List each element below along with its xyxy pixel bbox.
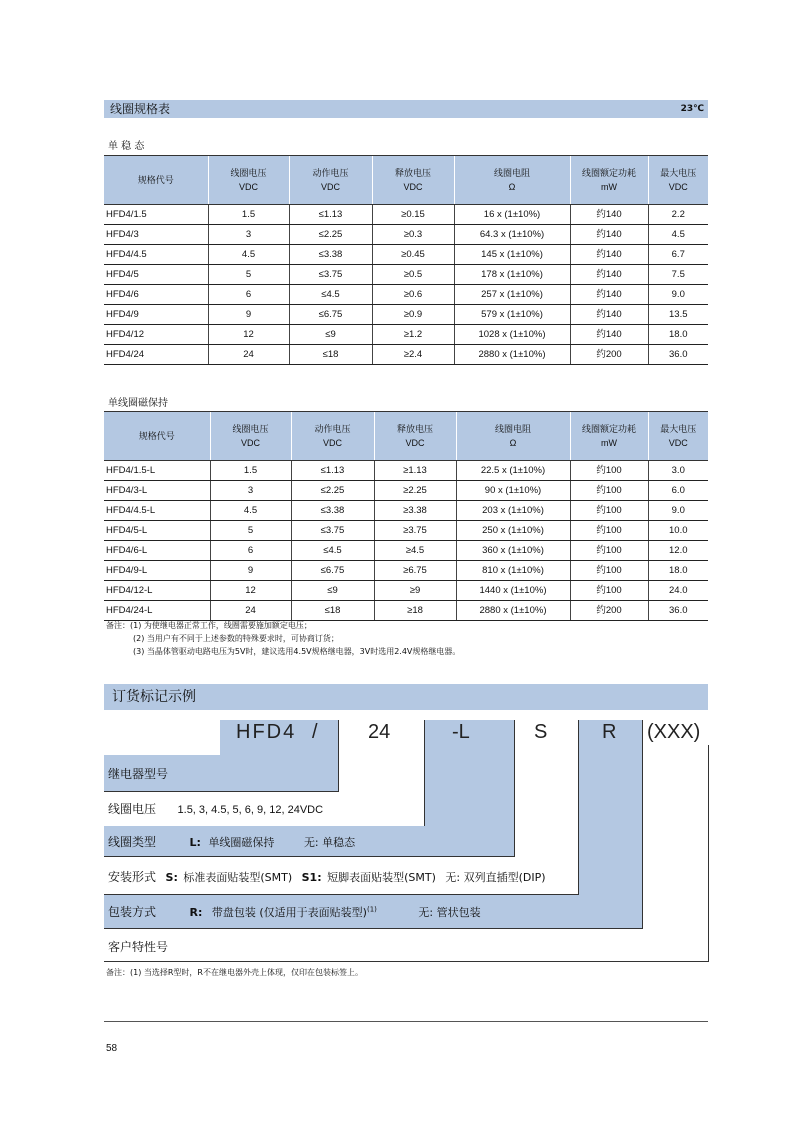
table-cell: 24.0 (648, 581, 708, 601)
column-header (454, 156, 570, 205)
mount-s-code: S: (165, 871, 178, 884)
divider-line (104, 791, 339, 792)
table-cell: 145 x (1±10%) (454, 245, 570, 265)
table-cell: HFD4/5 (104, 265, 208, 285)
table-header-row (104, 412, 708, 461)
table-cell: HFD4/12 (104, 325, 208, 345)
table-row (104, 325, 708, 345)
coil-type-l-desc: 单线圈磁保持 (208, 836, 275, 849)
table-cell: 1440 x (1±10%) (456, 581, 570, 601)
table-cell: 约140 (570, 285, 648, 305)
table-cell: 3.0 (648, 461, 708, 481)
order-section-title: 订货标记示例 (112, 689, 196, 705)
code-model: HFD4 (236, 721, 297, 743)
table-cell: HFD4/24 (104, 345, 208, 365)
column-header-line1: 规格代号 (138, 431, 175, 441)
mount-s1-code: S1: (301, 871, 322, 884)
mount-s1-desc: 短脚表面贴装型(SMT) (327, 871, 436, 884)
coil-spec-title: 线圈规格表 (110, 102, 171, 116)
table-row (104, 461, 708, 481)
column-header-line1: 线圈电压 (232, 424, 269, 434)
mount-row (108, 868, 546, 885)
pack-row (108, 903, 481, 920)
table-cell: 90 x (1±10%) (456, 481, 570, 501)
column-header-line1: 线圈电压 (230, 168, 267, 178)
divider-line (104, 894, 579, 895)
column-header-unit: VDC (668, 182, 688, 192)
column-header-line1: 动作电压 (314, 424, 351, 434)
note-2: (2) 当用户有不同于上述参数的特殊要求时，可协商订货； (133, 634, 339, 643)
table-cell: 18.0 (648, 325, 708, 345)
table-row (104, 345, 708, 365)
table-cell: ≤2.25 (291, 481, 374, 501)
column-header (570, 412, 648, 461)
column-header-line1: 线圈额定功耗 (581, 168, 636, 178)
table-cell: ≥4.5 (374, 541, 456, 561)
table-cell: 257 x (1±10%) (454, 285, 570, 305)
table-cell: 约100 (570, 501, 648, 521)
code-bg-pack (578, 720, 642, 894)
column-header-unit: VDC (405, 438, 425, 448)
table-cell: ≥3.75 (374, 521, 456, 541)
table-cell: 约140 (570, 205, 648, 225)
table-cell: 约140 (570, 265, 648, 285)
table-cell: 16 x (1±10%) (454, 205, 570, 225)
table-cell: ≥0.6 (372, 285, 454, 305)
code-mount: S (534, 721, 548, 743)
column-header-unit: VDC (240, 438, 260, 448)
table-cell: 36.0 (648, 601, 708, 621)
table-cell: ≤4.5 (291, 541, 374, 561)
column-header-line1: 最大电压 (660, 168, 697, 178)
table-cell: ≥0.45 (372, 245, 454, 265)
coil-type-row (108, 833, 355, 850)
table-row (104, 265, 708, 285)
divider-line (338, 720, 339, 791)
table-cell: 4.5 (208, 245, 289, 265)
column-header (374, 412, 456, 461)
table-cell: 9 (208, 305, 289, 325)
table-cell: ≤18 (291, 601, 374, 621)
table-cell: 约200 (570, 345, 648, 365)
latching-table (104, 411, 708, 621)
table-cell: ≥0.5 (372, 265, 454, 285)
table-cell: ≥1.13 (374, 461, 456, 481)
table1-subtitle: 单 稳 态 (108, 141, 145, 152)
table-cell: 6 (210, 541, 291, 561)
column-header-unit: mW (601, 182, 617, 192)
pack-r-code: R: (189, 906, 203, 919)
table-cell: ≤3.38 (291, 501, 374, 521)
note-3: (3) 当晶体管驱动电路电压为5V时，建议选用4.5V规格继电器，3V时选用2.4V规格继电器。 (133, 647, 461, 656)
table-cell: HFD4/24-L (104, 601, 210, 621)
coil-type-l-code: L: (189, 836, 201, 849)
table-cell: 约100 (570, 521, 648, 541)
table-cell: 约140 (570, 225, 648, 245)
table-cell: HFD4/1.5 (104, 205, 208, 225)
custom-label: 客户特性号 (108, 940, 169, 954)
table-cell: 9 (210, 561, 291, 581)
order-note: 备注：(1) 当选择R型时，R不在继电器外壳上体现，仅印在包装标签上。 (106, 968, 363, 977)
table-cell: HFD4/1.5-L (104, 461, 210, 481)
table-cell: 6.7 (648, 245, 708, 265)
table-cell: 2.2 (648, 205, 708, 225)
table-cell: HFD4/6-L (104, 541, 210, 561)
coil-spec-section-bar (104, 100, 708, 118)
column-header (372, 156, 454, 205)
table-row (104, 601, 708, 621)
table-cell: 22.5 x (1±10%) (456, 461, 570, 481)
table-cell: 810 x (1±10%) (456, 561, 570, 581)
table-cell: HFD4/5-L (104, 521, 210, 541)
table-cell: 12.0 (648, 541, 708, 561)
divider-line (104, 856, 515, 857)
table-row (104, 205, 708, 225)
divider-line (104, 961, 709, 962)
column-header-unit: VDC (238, 182, 258, 192)
column-header-unit: Ω (508, 182, 516, 192)
table-cell: HFD4/12-L (104, 581, 210, 601)
column-header-line1: 规格代号 (137, 175, 174, 185)
table-cell: 7.5 (648, 265, 708, 285)
table-cell: 12 (210, 581, 291, 601)
code-type: -L (452, 721, 470, 743)
table-cell: HFD4/3 (104, 225, 208, 245)
table-row (104, 481, 708, 501)
column-header-unit: mW (601, 438, 617, 448)
table-cell: ≤18 (289, 345, 372, 365)
column-header (208, 156, 289, 205)
column-header (291, 412, 374, 461)
pack-r-footnote: (1) (366, 905, 377, 914)
table-cell: 2880 x (1±10%) (454, 345, 570, 365)
column-header-line1: 线圈电阻 (494, 424, 531, 434)
table-cell: 360 x (1±10%) (456, 541, 570, 561)
table-cell: 36.0 (648, 345, 708, 365)
column-header (648, 412, 708, 461)
table-cell: 178 x (1±10%) (454, 265, 570, 285)
table-cell: 12 (208, 325, 289, 345)
column-header-unit: VDC (403, 182, 423, 192)
column-header (104, 156, 208, 205)
mount-s-desc: 标准表面贴装型(SMT) (183, 871, 293, 884)
table-cell: ≥6.75 (374, 561, 456, 581)
pack-label: 包装方式 (108, 905, 157, 919)
column-header-unit: VDC (320, 182, 340, 192)
table-row (104, 541, 708, 561)
table-cell: 约100 (570, 461, 648, 481)
table-cell: 5 (210, 521, 291, 541)
table-cell: 约140 (570, 305, 648, 325)
table-cell: ≥3.38 (374, 501, 456, 521)
table-cell: HFD4/4.5 (104, 245, 208, 265)
table-row (104, 285, 708, 305)
table-cell: 10.0 (648, 521, 708, 541)
column-header-unit: Ω (509, 438, 517, 448)
column-header-line1: 释放电压 (394, 168, 431, 178)
divider-line (578, 720, 579, 894)
order-section-bar (104, 684, 708, 710)
table-cell: 579 x (1±10%) (454, 305, 570, 325)
column-header (648, 156, 708, 205)
table-cell: ≤3.75 (289, 265, 372, 285)
table-cell: 9.0 (648, 501, 708, 521)
table-cell: HFD4/3-L (104, 481, 210, 501)
table-cell: 约140 (570, 245, 648, 265)
table-cell: 约100 (570, 541, 648, 561)
coil-voltage-row (108, 800, 323, 817)
table-cell: 4.5 (210, 501, 291, 521)
divider-line (642, 720, 643, 928)
column-header (210, 412, 291, 461)
table-header-row (104, 156, 708, 205)
pack-none: 无: 管状包装 (418, 906, 481, 919)
table2-subtitle: 单线圈磁保持 (108, 398, 168, 409)
table-cell: 1.5 (210, 461, 291, 481)
column-header-line1: 释放电压 (396, 424, 433, 434)
table-cell: 1028 x (1±10%) (454, 325, 570, 345)
table-cell: 6.0 (648, 481, 708, 501)
divider-line (424, 720, 425, 826)
table-cell: 约140 (570, 325, 648, 345)
table-cell: 3 (210, 481, 291, 501)
table-cell: 203 x (1±10%) (456, 501, 570, 521)
table-cell: 24 (210, 601, 291, 621)
coil-type-label: 线圈类型 (108, 835, 157, 849)
table-cell: 5 (208, 265, 289, 285)
table-row (104, 305, 708, 325)
notes-block (106, 619, 460, 658)
table-cell: ≤6.75 (289, 305, 372, 325)
table-cell: ≥0.3 (372, 225, 454, 245)
table-row (104, 561, 708, 581)
code-pack: R (602, 721, 617, 743)
note-1: 备注：(1) 为使继电器正常工作，线圈需要施加额定电压； (106, 621, 312, 630)
column-header-line1: 动作电压 (312, 168, 349, 178)
table-cell: ≤4.5 (289, 285, 372, 305)
table-cell: HFD4/6 (104, 285, 208, 305)
pack-r-desc: 带盘包装 (仅适用于表面贴装型) (211, 906, 367, 919)
table-cell: ≥18 (374, 601, 456, 621)
table-cell: 约100 (570, 581, 648, 601)
table-cell: ≥0.9 (372, 305, 454, 325)
table-cell: ≤1.13 (289, 205, 372, 225)
table-cell: ≤3.75 (291, 521, 374, 541)
column-header (570, 156, 648, 205)
mount-label: 安装形式 (108, 870, 157, 884)
column-header-line1: 线圈额定功耗 (581, 424, 636, 434)
table-row (104, 581, 708, 601)
column-header (289, 156, 372, 205)
table-row (104, 245, 708, 265)
divider-line (708, 745, 709, 961)
table-cell: ≥1.2 (372, 325, 454, 345)
table-cell: ≤1.13 (291, 461, 374, 481)
table-cell: 3 (208, 225, 289, 245)
table-cell: ≤9 (291, 581, 374, 601)
column-header-unit: VDC (668, 438, 688, 448)
page-number: 58 (106, 1043, 118, 1054)
divider-line (104, 928, 643, 929)
table-cell: 9.0 (648, 285, 708, 305)
table-cell: ≥0.15 (372, 205, 454, 225)
column-header (104, 412, 210, 461)
table-cell: 约100 (570, 481, 648, 501)
table-cell: 1.5 (208, 205, 289, 225)
column-header-line1: 线圈电阻 (493, 168, 530, 178)
divider-line (514, 720, 515, 856)
table-cell: 24 (208, 345, 289, 365)
coil-voltage-label: 线圈电压 (108, 802, 157, 816)
table-cell: ≥2.4 (372, 345, 454, 365)
code-custom: (XXX) (647, 721, 701, 743)
column-header (456, 412, 570, 461)
table-cell: 18.0 (648, 561, 708, 581)
coil-type-none: 无: 单稳态 (303, 836, 356, 849)
table-cell: 6 (208, 285, 289, 305)
table-cell: 4.5 (648, 225, 708, 245)
mount-none: 无: 双列直插型(DIP) (445, 871, 546, 884)
code-slash: / (312, 721, 318, 743)
table-cell: ≥9 (374, 581, 456, 601)
table-cell: ≤3.38 (289, 245, 372, 265)
table-cell: ≤6.75 (291, 561, 374, 581)
table-row (104, 225, 708, 245)
table-cell: 约200 (570, 601, 648, 621)
table-cell: HFD4/9-L (104, 561, 210, 581)
column-header-line1: 最大电压 (660, 424, 697, 434)
table-cell: ≤9 (289, 325, 372, 345)
footer-rule (104, 1021, 708, 1022)
table-cell: ≤2.25 (289, 225, 372, 245)
table-cell: 约100 (570, 561, 648, 581)
coil-voltage-value: 1.5, 3, 4.5, 5, 6, 9, 12, 24VDC (177, 804, 324, 816)
table-cell: ≥2.25 (374, 481, 456, 501)
table-cell: HFD4/9 (104, 305, 208, 325)
table-row (104, 521, 708, 541)
table-cell: 64.3 x (1±10%) (454, 225, 570, 245)
monostable-table (104, 155, 708, 365)
table-cell: 13.5 (648, 305, 708, 325)
column-header-unit: VDC (322, 438, 342, 448)
table-row (104, 501, 708, 521)
relay-model-label: 继电器型号 (108, 767, 169, 781)
table-cell: 2880 x (1±10%) (456, 601, 570, 621)
code-voltage: 24 (368, 721, 391, 743)
table-cell: 250 x (1±10%) (456, 521, 570, 541)
table-cell: HFD4/4.5-L (104, 501, 210, 521)
temperature-label: 23℃ (680, 104, 704, 114)
